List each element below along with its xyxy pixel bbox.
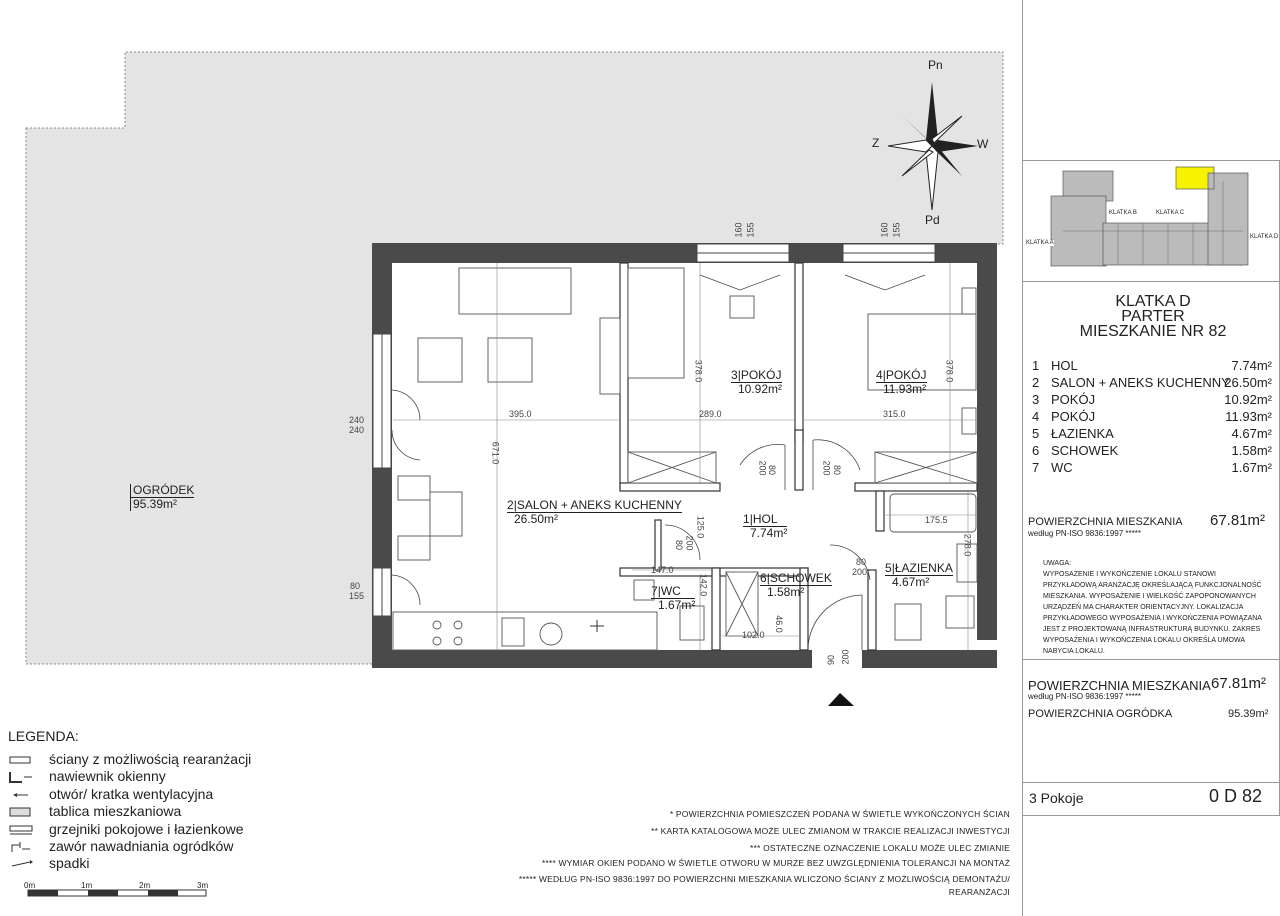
dimension-label: 102.0	[742, 630, 765, 640]
room-label-wc: 7|WC 1.67m²	[651, 584, 696, 612]
window-dimension: 155	[349, 591, 365, 601]
door-dimension: 200	[852, 567, 868, 577]
window-dimension: 240	[349, 415, 365, 425]
scale-label: 0m	[24, 881, 36, 890]
footnote: REARANŻACJI	[948, 887, 1010, 897]
summary-area-standard: według PN-ISO 9836:1997 *****	[1028, 692, 1141, 701]
dimension-label: 671.0	[490, 441, 501, 465]
room-list-item: 6 SCHOWEK 1.58m²	[1032, 443, 1272, 458]
room-label-hol: 1|HOL 7.74m²	[743, 512, 788, 540]
door-dimension: 200	[821, 460, 832, 476]
door-dimension: 80	[856, 557, 867, 567]
key-plan	[1022, 160, 1280, 282]
dimension-label: 147.0	[651, 565, 674, 575]
footnote: *** OSTATECZNE OZNACZENIE LOKALU MOŻE ULEC ZMIANIE	[750, 843, 1010, 853]
door-dimension: 90	[826, 654, 837, 666]
ventilation-grille-icon	[8, 789, 34, 801]
dimension-label: 142.0	[698, 573, 709, 597]
key-plan-drawing	[1023, 161, 1279, 281]
window-dimension: 160	[879, 222, 890, 238]
dimension-label: 395.0	[509, 409, 532, 419]
footnote: **** WYMIAR OKIEN PODANO W ŚWIETLE OTWORU W MURZE BEZ UWZGLĘDNIENIA TOLERANCJI NA MONTAŻ	[541, 858, 1010, 868]
dimension-label: 378.0	[944, 359, 955, 383]
summary-area-label: POWIERZCHNIA MIESZKANIA	[1028, 678, 1211, 693]
room-list-item: 5 ŁAZIENKA 4.67m²	[1032, 426, 1272, 441]
notes: UWAGA: WYPOSAŻENIE I WYKOŃCZENIE LOKALU STANOWI PRZYKŁADOWĄ ARANŻACJĘ OKREŚLAJĄCĄ FUNKCJONALNOŚĆ MIESZKANIA. WYPOSAŻENIE I WIELKOŚĆ ZAPOPONOWANYCH URZĄDZEŃ MA CHARAKTER ORIENTACYJNY. LOKALIZACJA PRZYKŁADOWEGO WYPOSAŻENIA I WYKOŃCZENIA POWIĄZANA JEST Z PROJEKTOWANĄ INFRASTRUKTURĄ BUDYNKU. ZAKRES WYPOSAŻENIA I WYKOŃCZENIA LOKALU OKREŚLA UMOWA NABYCIA LOKALU.	[1043, 560, 1262, 655]
compass-south-label: Pd	[925, 213, 940, 227]
scale-bar	[28, 890, 206, 896]
door-dimension: 200	[840, 649, 851, 665]
room-label-pokoj-4: 4|POKÓJ 11.93m²	[876, 368, 927, 396]
dimension-label: 125.0	[695, 515, 706, 539]
footnote: ***** WEDŁUG PN-ISO 9836:1997 DO POWIERZCHNI MIESZKANIA WLICZONO ŚCIANY Z MOŻLIWOŚCIĄ DEMONTAŻU/	[518, 874, 1010, 884]
key-plan-label: KLATKA A	[1026, 240, 1054, 246]
floor-title: PARTER	[1121, 308, 1185, 325]
compass-west-label: Z	[872, 136, 880, 150]
room-list-item: 4 POKÓJ 11.93m²	[1032, 409, 1272, 424]
dimension-label: 46.0	[773, 615, 784, 633]
room-label-schowek: 6|SCHOWEK 1.58m²	[760, 571, 832, 599]
entrance-arrow-icon	[828, 693, 854, 706]
legend-title: LEGENDA:	[8, 728, 79, 744]
dimension-label: 378.0	[693, 359, 704, 383]
scale-label: 2m	[139, 881, 151, 890]
apartment-area-label: POWIERZCHNIA MIESZKANIA	[1028, 516, 1183, 528]
garden-area-value: 95.39m²	[1228, 708, 1269, 720]
key-plan-label: KLATKA C	[1156, 210, 1185, 216]
room-list-item: 3 POKÓJ 10.92m²	[1032, 392, 1272, 407]
room-label-lazienka: 5|ŁAZIENKA 4.67m²	[885, 561, 953, 589]
door-dimension: 80	[674, 539, 685, 551]
room-label-pokoj-3: 3|POKÓJ 10.92m²	[731, 368, 783, 396]
dimension-label: 315.0	[883, 409, 906, 419]
scale-label: 1m	[81, 881, 93, 890]
room-list-item: 7 WC 1.67m²	[1032, 460, 1272, 475]
apartment-title: MIESZKANIE NR 82	[1079, 323, 1227, 340]
window-dimension: 155	[891, 222, 902, 238]
staircase-title: KLATKA D	[1115, 293, 1191, 310]
door-dimension: 80	[767, 464, 778, 476]
door-dimension: 200	[757, 460, 768, 476]
dimension-label: 278.0	[962, 533, 973, 557]
apartment-area-standard: według PN-ISO 9836:1997 *****	[1028, 529, 1141, 538]
apartment-code: 0 D 82	[1209, 786, 1263, 806]
key-plan-label: KLATKA D	[1250, 234, 1279, 240]
scale-label: 3m	[197, 881, 209, 890]
window-dimension: 240	[349, 425, 365, 435]
summary-area-value: 67.81m²	[1211, 675, 1267, 692]
window-dimension: 80	[350, 581, 361, 591]
dimension-label: 289.0	[699, 409, 722, 419]
garden-label: OGRÓDEK 95.39m²	[130, 484, 194, 511]
door-dimension: 200	[684, 535, 695, 551]
key-plan-label: KLATKA B	[1109, 210, 1137, 216]
compass-east-label: W	[977, 137, 989, 151]
apartment-plate-icon	[8, 806, 34, 818]
garden-valve-icon	[8, 841, 34, 853]
footnote: * POWIERZCHNIA POMIESZCZEŃ PODANA W ŚWIETLE WYKOŃCZONYCH ŚCIAN	[669, 809, 1010, 819]
radiator-icon	[8, 824, 34, 836]
room-list-item: 2 SALON + ANEKS KUCHENNY 26.50m²	[1032, 375, 1272, 390]
garden-area-label: POWIERZCHNIA OGRÓDKA	[1028, 708, 1173, 720]
door-dimension: 80	[832, 464, 843, 476]
room-label-salon: 2|SALON + ANEKS KUCHENNY 26.50m²	[507, 498, 682, 526]
window-dimension: 155	[745, 222, 756, 238]
window-vent-icon	[8, 771, 34, 783]
apartment-area-value: 67.81m²	[1210, 512, 1266, 529]
footnote: ** KARTA KATALOGOWA MOŻE ULEC ZMIANOM W TRAKCIE REALIZACJI INWESTYCJI	[651, 826, 1010, 836]
slope-icon	[8, 858, 34, 870]
compass-north-label: Pn	[928, 58, 943, 72]
rearrangeable-wall-icon	[8, 754, 34, 766]
dimension-label: 175.5	[925, 515, 948, 525]
rooms-count: 3 Pokoje	[1029, 790, 1084, 806]
window-dimension: 160	[733, 222, 744, 238]
room-list-item: 1 HOL 7.74m²	[1032, 358, 1272, 373]
